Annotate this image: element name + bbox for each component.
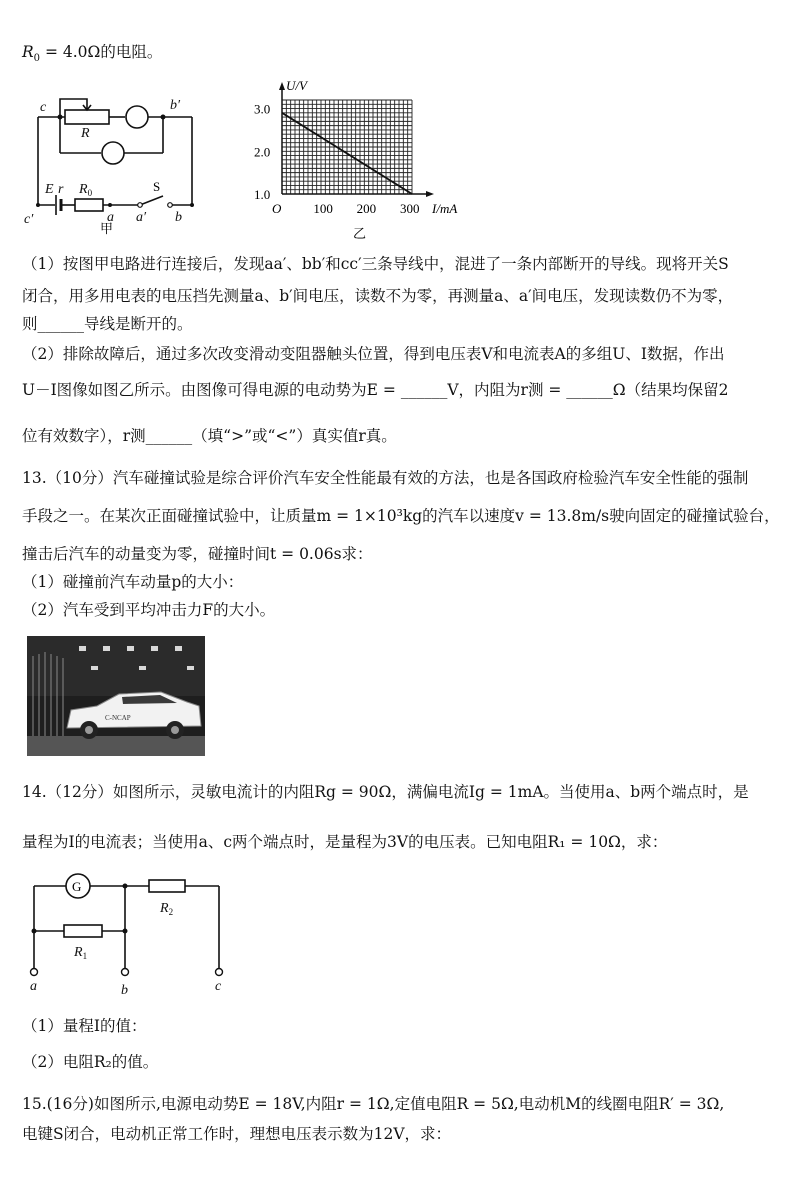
label-r: R bbox=[81, 126, 90, 141]
circuit-diagram-jia bbox=[20, 85, 215, 235]
q12-part2-line2: U－I图像如图乙所示。由图像可得电源的电动势为E = ______V，内阻为r测 = ______Ω（结果均保留2 bbox=[22, 381, 729, 399]
chart-grid bbox=[282, 100, 412, 194]
terminal-b bbox=[122, 969, 129, 976]
q15-line1: 15.(16分)如图所示,电源电动势E = 18V,内阻r = 1Ω,定值电阻R = 5Ω,电动机M的线圈电阻R′ = 3Ω, bbox=[22, 1095, 725, 1113]
q14-sub2: （2）电阻R₂的值。 bbox=[22, 1053, 159, 1071]
q12-part1-line2: 闭合，用多用电表的电压挡先测量a、b′间电压，读数不为零，再测量a、a′间电压，发现读数仍不为零， bbox=[22, 287, 734, 305]
q12-part2-line1: （2）排除故障后，通过多次改变滑动变阻器触头位置，得到电压表V和电流表A的多组U、I数据，作出 bbox=[22, 345, 725, 363]
label-c: c bbox=[215, 979, 222, 994]
label-e: E bbox=[45, 182, 54, 197]
q13-sub2: （2）汽车受到平均冲击力F的大小。 bbox=[22, 601, 276, 619]
q13-line3: 撞击后汽车的动量变为零，碰撞时间t = 0.06s求： bbox=[22, 545, 373, 563]
x-axis-arrow bbox=[426, 191, 434, 197]
origin-label: O bbox=[272, 201, 282, 216]
resistor-r2 bbox=[149, 880, 185, 892]
y-tick-label: 1.0 bbox=[254, 187, 271, 202]
resistor-r1 bbox=[64, 925, 102, 937]
voltmeter-v bbox=[102, 142, 124, 164]
label-r0: $R_0$ bbox=[79, 182, 93, 198]
label-c-prime: c′ bbox=[24, 212, 34, 227]
ui-graph-yi bbox=[250, 78, 480, 243]
galvanometer-circuit bbox=[22, 870, 237, 1000]
q14-line2: 量程为I的电流表；当使用a、c两个端点时，是量程为3V的电压表。已知电阻R₁ = 10Ω，求： bbox=[22, 833, 668, 851]
caption-jia: 甲 bbox=[100, 221, 114, 235]
label-b-prime: b′ bbox=[170, 98, 181, 113]
car-logo-text: C-NCAP bbox=[105, 714, 131, 722]
label-b: b bbox=[121, 983, 128, 998]
q12-part1-line3: 则______导线是断开的。 bbox=[22, 315, 193, 333]
q13-line1: 13.（10分）汽车碰撞试验是综合评价汽车安全性能最有效的方法，也是各国政府检验汽车安全性能的强制 bbox=[22, 469, 749, 487]
x-tick-label: 100 bbox=[313, 201, 333, 216]
label-a-prime: a′ bbox=[136, 210, 147, 225]
label-r1: $R_1$ bbox=[74, 945, 88, 961]
q15-line2: 电键S闭合，电动机正常工作时，理想电压表示数为12V，求： bbox=[22, 1125, 452, 1143]
crash-test-photo bbox=[27, 636, 205, 756]
label-r-internal: r bbox=[58, 182, 64, 197]
q12-part1-line1: （1）按图甲电路进行连接后，发现aa′、bb′和cc′三条导线中，混进了一条内部断开的导线。现将开关S bbox=[22, 255, 729, 273]
terminal-c bbox=[216, 969, 223, 976]
label-r2: $R_2$ bbox=[160, 901, 174, 917]
q14-line1: 14.（12分）如图所示，灵敏电流计的内阻Rg = 90Ω，满偏电流Ig = 1mA。当使用a、b两个端点时，是 bbox=[22, 783, 749, 801]
y-axis-arrow bbox=[279, 82, 285, 90]
ammeter-a bbox=[126, 106, 148, 128]
rheostat-r bbox=[65, 110, 109, 124]
x-tick-label: 200 bbox=[356, 201, 377, 216]
y-tick-label: 2.0 bbox=[254, 144, 271, 160]
q12-part2-line3: 位有效数字），r测______（填“>”或“<”）真实值r真。 bbox=[22, 427, 397, 445]
label-b: b bbox=[175, 210, 182, 225]
r0-statement: $R_0 = 4.0\Omega$的电阻。 bbox=[22, 43, 163, 65]
y-tick-label: 3.0 bbox=[254, 101, 271, 117]
label-c: c bbox=[40, 100, 47, 115]
label-s: S bbox=[153, 179, 161, 194]
label-a: a bbox=[107, 210, 114, 225]
q13-sub1: （1）碰撞前汽车动量p的大小： bbox=[22, 573, 244, 591]
q13-line2: 手段之一。在某次正面碰撞试验中，让质量m = 1×10³kg的汽车以速度v = 13.8m/s驶向固定的碰撞试验台， bbox=[22, 507, 780, 525]
label-g: G bbox=[72, 879, 82, 894]
x-axis-label: I/mA bbox=[432, 201, 458, 216]
label-a: a bbox=[30, 979, 37, 994]
resistor-r0 bbox=[75, 199, 103, 211]
terminal-a bbox=[31, 969, 38, 976]
q14-sub1: （1）量程I的值： bbox=[22, 1017, 147, 1035]
x-tick-label: 300 bbox=[400, 201, 420, 216]
y-axis-label: U/V bbox=[286, 78, 307, 93]
caption-yi: 乙 bbox=[353, 226, 367, 241]
